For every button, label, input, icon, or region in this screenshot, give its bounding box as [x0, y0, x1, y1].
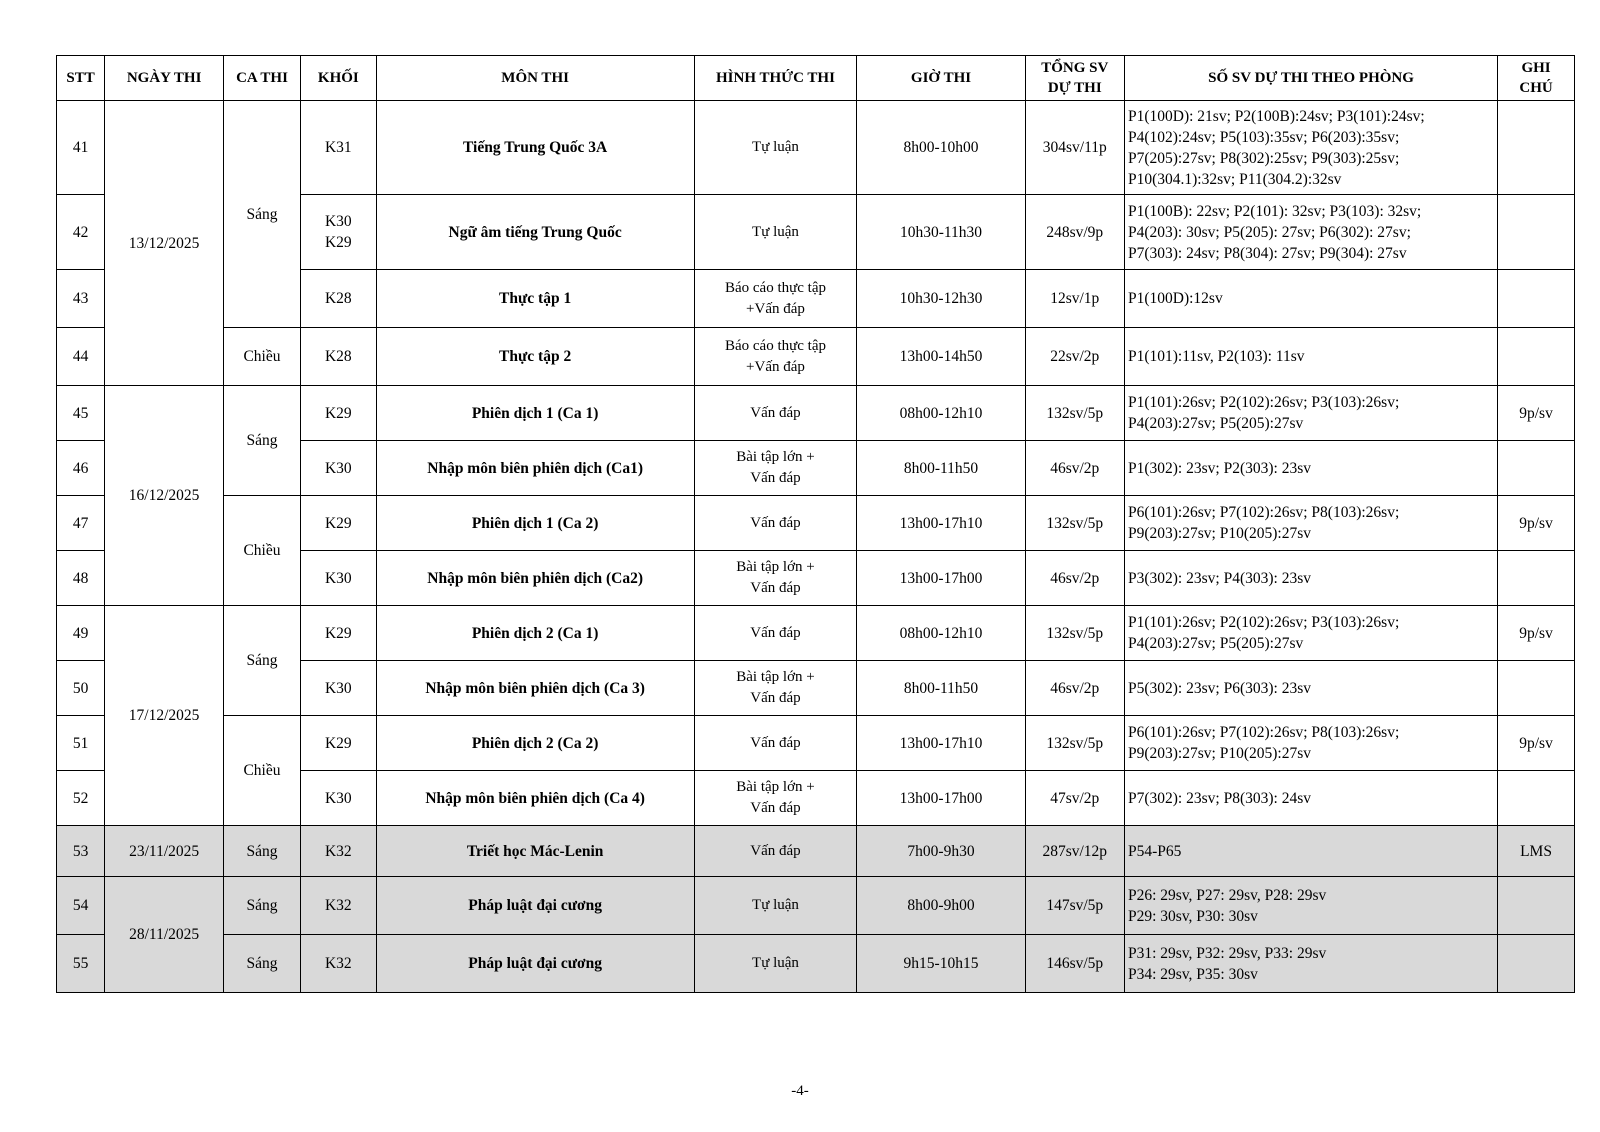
- grade-cell: [300, 661, 376, 716]
- format-cell-line: Vấn đáp: [750, 690, 801, 706]
- row-number: 54: [57, 877, 105, 935]
- subject-cell: Pháp luật đại cương: [376, 877, 694, 935]
- subject-cell: Phiên dịch 1 (Ca 2): [376, 496, 694, 551]
- date-cell: 13/12/2025: [105, 101, 224, 386]
- header-subject: MÔN THI: [376, 56, 694, 101]
- room-allocation-cell: [1124, 826, 1497, 877]
- table-row: [57, 877, 1575, 935]
- shift-cell: Chiều: [224, 716, 301, 826]
- shift-cell: Chiều: [224, 496, 301, 606]
- row-number: 51: [57, 716, 105, 771]
- format-cell-line: +Vấn đáp: [746, 300, 805, 317]
- format-cell: [694, 716, 857, 771]
- time-cell: 13h00-17h00: [857, 771, 1025, 826]
- room-allocation-cell: [1124, 441, 1497, 496]
- header-note-line2: CHÚ: [1519, 80, 1553, 96]
- format-cell-line: Bài tập lớn +: [736, 669, 815, 685]
- format-cell-line: Bài tập lớn +: [736, 779, 815, 795]
- page-number: -4-: [791, 1083, 809, 1099]
- format-cell: [694, 496, 857, 551]
- header-total-line2: DỰ THI: [1047, 80, 1102, 96]
- grade-cell: [300, 771, 376, 826]
- note-cell: [1498, 270, 1575, 328]
- date-cell: 16/12/2025: [105, 386, 224, 606]
- room-allocation-cell-line: P9(203):27sv; P10(205):27sv: [1127, 525, 1311, 542]
- grade-cell-line: K29: [324, 404, 352, 422]
- time-cell: 13h00-14h50: [857, 328, 1025, 386]
- grade-cell: [300, 606, 376, 661]
- room-allocation-cell-line: P29: 30sv, P30: 30sv: [1127, 907, 1258, 925]
- format-cell: [694, 441, 857, 496]
- format-cell-line: Vấn đáp: [750, 800, 801, 816]
- row-number: 53: [57, 826, 105, 877]
- grade-cell-line: K30: [324, 569, 352, 587]
- format-cell-line: Vấn đáp: [750, 470, 801, 486]
- grade-cell-line: K28: [324, 348, 352, 365]
- header-rooms: SỐ SV DỰ THI THEO PHÒNG: [1124, 56, 1497, 101]
- room-allocation-cell: [1124, 606, 1497, 661]
- format-cell-line: Bài tập lớn +: [736, 559, 815, 575]
- note-cell: [1498, 771, 1575, 826]
- header-shift: CA THI: [224, 56, 301, 101]
- time-cell: 10h30-11h30: [857, 195, 1025, 270]
- room-allocation-cell-line: P3(302): 23sv; P4(303): 23sv: [1127, 569, 1311, 587]
- subject-cell: Triết học Mác-Lenin: [376, 826, 694, 877]
- grade-cell: [300, 551, 376, 606]
- header-total: [1025, 56, 1124, 101]
- grade-cell-line: K29: [324, 624, 352, 642]
- room-allocation-cell-line: P4(102):24sv; P5(103):35sv; P6(203):35sv;: [1127, 128, 1400, 146]
- room-allocation-cell-line: P4(203):27sv; P5(205):27sv: [1127, 635, 1304, 652]
- room-allocation-cell: [1124, 551, 1497, 606]
- room-allocation-cell-line: P1(100B): 22sv; P2(101): 32sv; P3(103): 32sv;: [1127, 202, 1422, 220]
- room-allocation-cell: [1124, 877, 1497, 935]
- shift-cell: Chiều: [224, 328, 301, 386]
- shift-cell: Sáng: [224, 101, 301, 328]
- room-allocation-cell: [1124, 386, 1497, 441]
- room-allocation-cell-line: P1(100D): 21sv; P2(100B):24sv; P3(101):24sv;: [1127, 107, 1425, 125]
- grade-cell: [300, 496, 376, 551]
- table-row: [57, 935, 1575, 993]
- format-cell: [694, 826, 857, 877]
- room-allocation-cell-line: P7(205):27sv; P8(302):25sv; P9(303):25sv;: [1127, 149, 1400, 167]
- note-cell: LMS: [1498, 826, 1575, 877]
- subject-cell: Thực tập 2: [376, 328, 694, 386]
- total-students-cell: 22sv/2p: [1025, 328, 1124, 386]
- total-students-cell: 146sv/5p: [1025, 935, 1124, 993]
- grade-cell: [300, 877, 376, 935]
- time-cell: 8h00-11h50: [857, 661, 1025, 716]
- table-row: [57, 496, 1575, 551]
- time-cell: 08h00-12h10: [857, 386, 1025, 441]
- room-allocation-cell-line: P34: 29sv, P35: 30sv: [1127, 965, 1258, 983]
- time-cell: 08h00-12h10: [857, 606, 1025, 661]
- header-note: [1498, 56, 1575, 101]
- total-students-cell: 248sv/9p: [1025, 195, 1124, 270]
- format-cell-line: Tự luận: [752, 223, 799, 240]
- format-cell-line: Vấn đáp: [750, 734, 801, 751]
- room-allocation-cell-line: P7(303): 24sv; P8(304): 27sv; P9(304): 27sv: [1127, 244, 1407, 262]
- format-cell: [694, 771, 857, 826]
- room-allocation-cell-line: P7(302): 23sv; P8(303): 24sv: [1127, 789, 1311, 807]
- note-cell: 9p/sv: [1498, 716, 1575, 771]
- shift-cell: Sáng: [224, 877, 301, 935]
- table-row: [57, 826, 1575, 877]
- row-number: 45: [57, 386, 105, 441]
- grade-cell: [300, 826, 376, 877]
- format-cell: [694, 386, 857, 441]
- room-allocation-cell-line: P4(203): 30sv; P5(205): 27sv; P6(302): 27sv;: [1127, 223, 1411, 241]
- row-number: 42: [57, 195, 105, 270]
- time-cell: 9h15-10h15: [857, 935, 1025, 993]
- total-students-cell: 46sv/2p: [1025, 551, 1124, 606]
- row-number: 43: [57, 270, 105, 328]
- row-number: 48: [57, 551, 105, 606]
- note-cell: [1498, 195, 1575, 270]
- format-cell-line: Báo cáo thực tập: [724, 337, 826, 354]
- format-cell-line: Tự luận: [752, 955, 799, 971]
- row-number: 46: [57, 441, 105, 496]
- time-cell: 7h00-9h30: [857, 826, 1025, 877]
- grade-cell: [300, 441, 376, 496]
- table-row: [57, 101, 1575, 195]
- total-students-cell: 304sv/11p: [1025, 101, 1124, 195]
- subject-cell: Phiên dịch 1 (Ca 1): [376, 386, 694, 441]
- subject-cell: Thực tập 1: [376, 270, 694, 328]
- grade-cell: [300, 935, 376, 993]
- total-students-cell: 287sv/12p: [1025, 826, 1124, 877]
- total-students-cell: 132sv/5p: [1025, 386, 1124, 441]
- subject-cell: Nhập môn biên phiên dịch (Ca2): [376, 551, 694, 606]
- note-cell: [1498, 328, 1575, 386]
- format-cell-line: Vấn đáp: [750, 514, 801, 531]
- format-cell-line: Vấn đáp: [750, 624, 801, 641]
- note-cell: [1498, 935, 1575, 993]
- row-number: 41: [57, 101, 105, 195]
- header-time: GIỜ THI: [857, 56, 1025, 101]
- format-cell: [694, 101, 857, 195]
- subject-cell: Phiên dịch 2 (Ca 2): [376, 716, 694, 771]
- grade-cell-line: K30: [324, 789, 352, 807]
- format-cell-line: Vấn đáp: [750, 842, 801, 859]
- room-allocation-cell-line: P10(304.1):32sv; P11(304.2):32sv: [1127, 170, 1342, 188]
- note-cell: [1498, 441, 1575, 496]
- grade-cell-line: K29: [324, 734, 352, 752]
- format-cell: [694, 551, 857, 606]
- grade-cell-line: K30: [324, 679, 352, 697]
- format-cell: [694, 935, 857, 993]
- grade-cell-line: K32: [324, 842, 352, 860]
- format-cell: [694, 606, 857, 661]
- format-cell-line: Tự luận: [752, 139, 799, 155]
- room-allocation-cell: [1124, 935, 1497, 993]
- grade-cell-line: K29: [324, 234, 352, 251]
- time-cell: 13h00-17h00: [857, 551, 1025, 606]
- grade-cell: [300, 270, 376, 328]
- note-cell: [1498, 661, 1575, 716]
- time-cell: 8h00-9h00: [857, 877, 1025, 935]
- subject-cell: Phiên dịch 2 (Ca 1): [376, 606, 694, 661]
- room-allocation-cell-line: P1(101):26sv; P2(102):26sv; P3(103):26sv;: [1127, 614, 1400, 631]
- room-allocation-cell: [1124, 270, 1497, 328]
- room-allocation-cell-line: P1(100D):12sv: [1127, 290, 1223, 307]
- subject-cell: Nhập môn biên phiên dịch (Ca 3): [376, 661, 694, 716]
- header-note-line1: GHI: [1521, 60, 1551, 76]
- row-number: 55: [57, 935, 105, 993]
- grade-cell-line: K32: [324, 897, 352, 914]
- grade-cell: [300, 195, 376, 270]
- format-cell-line: Tự luận: [752, 897, 799, 913]
- subject-cell: Nhập môn biên phiên dịch (Ca 4): [376, 771, 694, 826]
- room-allocation-cell-line: P1(101):11sv, P2(103): 11sv: [1127, 348, 1305, 365]
- format-cell: [694, 270, 857, 328]
- header-row: [57, 56, 1575, 101]
- format-cell: [694, 661, 857, 716]
- subject-cell: Ngữ âm tiếng Trung Quốc: [376, 195, 694, 270]
- room-allocation-cell-line: P54-P65: [1127, 842, 1182, 860]
- format-cell: [694, 328, 857, 386]
- note-cell: [1498, 551, 1575, 606]
- grade-cell-line: K28: [324, 290, 352, 307]
- note-cell: 9p/sv: [1498, 386, 1575, 441]
- table-row: [57, 606, 1575, 661]
- format-cell-line: Báo cáo thực tập: [724, 279, 826, 296]
- grade-cell-line: K30: [324, 213, 352, 230]
- room-allocation-cell: [1124, 496, 1497, 551]
- room-allocation-cell-line: P5(302): 23sv; P6(303): 23sv: [1127, 679, 1311, 697]
- grade-cell-line: K31: [324, 139, 352, 156]
- room-allocation-cell: [1124, 101, 1497, 195]
- table-row: [57, 716, 1575, 771]
- subject-cell: Pháp luật đại cương: [376, 935, 694, 993]
- total-students-cell: 46sv/2p: [1025, 441, 1124, 496]
- grade-cell-line: K32: [324, 955, 352, 972]
- grade-cell: [300, 386, 376, 441]
- row-number: 49: [57, 606, 105, 661]
- shift-cell: Sáng: [224, 386, 301, 496]
- room-allocation-cell-line: P9(203):27sv; P10(205):27sv: [1127, 745, 1311, 762]
- row-number: 44: [57, 328, 105, 386]
- row-number: 50: [57, 661, 105, 716]
- time-cell: 8h00-10h00: [857, 101, 1025, 195]
- time-cell: 13h00-17h10: [857, 496, 1025, 551]
- grade-cell: [300, 101, 376, 195]
- grade-cell: [300, 716, 376, 771]
- header-date: NGÀY THI: [105, 56, 224, 101]
- room-allocation-cell-line: P6(101):26sv; P7(102):26sv; P8(103):26sv;: [1127, 724, 1400, 741]
- shift-cell: Sáng: [224, 935, 301, 993]
- note-cell: [1498, 877, 1575, 935]
- room-allocation-cell-line: P4(203):27sv; P5(205):27sv: [1127, 415, 1304, 432]
- exam-schedule-table: [56, 55, 1575, 993]
- shift-cell: Sáng: [224, 606, 301, 716]
- total-students-cell: 47sv/2p: [1025, 771, 1124, 826]
- room-allocation-cell: [1124, 771, 1497, 826]
- time-cell: 13h00-17h10: [857, 716, 1025, 771]
- row-number: 52: [57, 771, 105, 826]
- room-allocation-cell: [1124, 716, 1497, 771]
- room-allocation-cell: [1124, 661, 1497, 716]
- room-allocation-cell: [1124, 328, 1497, 386]
- format-cell: [694, 195, 857, 270]
- note-cell: 9p/sv: [1498, 606, 1575, 661]
- header-stt: STT: [57, 56, 105, 101]
- subject-cell: Tiếng Trung Quốc 3A: [376, 101, 694, 195]
- row-number: 47: [57, 496, 105, 551]
- header-total-line1: TỔNG SV: [1041, 60, 1109, 76]
- total-students-cell: 132sv/5p: [1025, 606, 1124, 661]
- date-cell: 28/11/2025: [105, 877, 224, 993]
- room-allocation-cell: [1124, 195, 1497, 270]
- note-cell: 9p/sv: [1498, 496, 1575, 551]
- time-cell: 10h30-12h30: [857, 270, 1025, 328]
- header-format: HÌNH THỨC THI: [694, 56, 857, 101]
- table-row: [57, 386, 1575, 441]
- total-students-cell: 12sv/1p: [1025, 270, 1124, 328]
- total-students-cell: 132sv/5p: [1025, 496, 1124, 551]
- total-students-cell: 132sv/5p: [1025, 716, 1124, 771]
- shift-cell: Sáng: [224, 826, 301, 877]
- date-cell: 17/12/2025: [105, 606, 224, 826]
- grade-cell-line: K30: [324, 459, 352, 477]
- total-students-cell: 46sv/2p: [1025, 661, 1124, 716]
- format-cell-line: +Vấn đáp: [746, 358, 805, 375]
- total-students-cell: 147sv/5p: [1025, 877, 1124, 935]
- header-grade: KHỐI: [300, 56, 376, 101]
- grade-cell: [300, 328, 376, 386]
- time-cell: 8h00-11h50: [857, 441, 1025, 496]
- subject-cell: Nhập môn biên phiên dịch (Ca1): [376, 441, 694, 496]
- room-allocation-cell-line: P6(101):26sv; P7(102):26sv; P8(103):26sv;: [1127, 504, 1400, 521]
- room-allocation-cell-line: P1(302): 23sv; P2(303): 23sv: [1127, 459, 1311, 477]
- format-cell-line: Vấn đáp: [750, 404, 801, 421]
- room-allocation-cell-line: P1(101):26sv; P2(102):26sv; P3(103):26sv;: [1127, 394, 1400, 411]
- date-cell: 23/11/2025: [105, 826, 224, 877]
- format-cell-line: Vấn đáp: [750, 580, 801, 596]
- table-row: [57, 328, 1575, 386]
- format-cell: [694, 877, 857, 935]
- format-cell-line: Bài tập lớn +: [736, 449, 815, 465]
- room-allocation-cell-line: P26: 29sv, P27: 29sv, P28: 29sv: [1127, 886, 1327, 904]
- note-cell: [1498, 101, 1575, 195]
- grade-cell-line: K29: [324, 514, 352, 532]
- room-allocation-cell-line: P31: 29sv, P32: 29sv, P33: 29sv: [1127, 944, 1327, 962]
